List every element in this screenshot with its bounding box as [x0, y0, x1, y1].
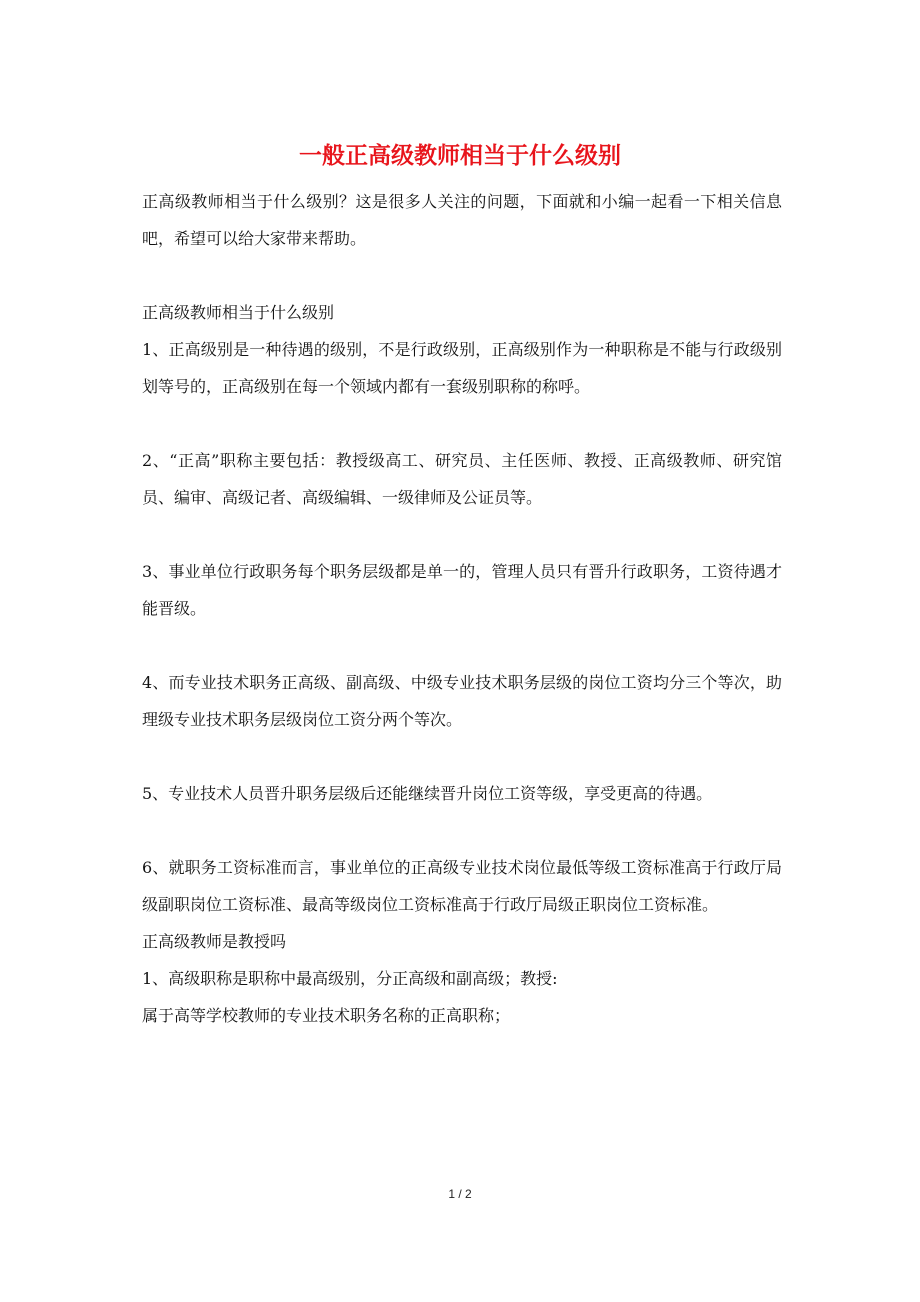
paragraph-gap [142, 405, 782, 442]
paragraph-gap [142, 627, 782, 664]
section-heading: 正高级教师相当于什么级别 [142, 303, 335, 322]
list-item: 1、高级职称是职称中最高级别，分正高级和副高级；教授: [142, 969, 558, 988]
paragraph-gap [142, 738, 782, 775]
document-title: 一般正高级教师相当于什么级别 [299, 143, 621, 169]
document-body [142, 183, 782, 1034]
page-number: 1 / 2 [448, 1187, 472, 1201]
list-item: 1、正高级别是一种待遇的级别，不是行政级别，正高级别作为一种职称是不能与行政级别划等号的，正高级别在每一个领域内都有一套级别职称的称呼。 [142, 340, 782, 396]
paragraph-gap [142, 257, 782, 294]
section-heading: 正高级教师是教授吗 [142, 932, 287, 951]
list-item: 5、专业技术人员晋升职务层级后还能继续晋升岗位工资等级，享受更高的待遇。 [142, 784, 713, 803]
list-item: 4、而专业技术职务正高级、副高级、中级专业技术职务层级的岗位工资均分三个等次，助理级专业技术职务层级岗位工资分两个等次。 [142, 673, 782, 729]
paragraph-gap [142, 812, 782, 849]
list-item: 6、就职务工资标准而言，事业单位的正高级专业技术岗位最低等级工资标准高于行政厅局级副职岗位工资标准、最高等级岗位工资标准高于行政厅局级正职岗位工资标准。 [142, 858, 782, 914]
paragraph-gap [142, 516, 782, 553]
list-item-continuation: 属于高等学校教师的专业技术职务名称的正高职称； [142, 1006, 511, 1025]
intro-paragraph: 正高级教师相当于什么级别？这是很多人关注的问题，下面就和小编一起看一下相关信息吧，希望可以给大家带来帮助。 [142, 192, 782, 248]
list-item: 2、“正高”职称主要包括：教授级高工、研究员、主任医师、教授、正高级教师、研究馆员、编审、高级记者、高级编辑、一级律师及公证员等。 [142, 451, 782, 507]
list-item: 3、事业单位行政职务每个职务层级都是单一的，管理人员只有晋升行政职务，工资待遇才能晋级。 [142, 562, 782, 618]
